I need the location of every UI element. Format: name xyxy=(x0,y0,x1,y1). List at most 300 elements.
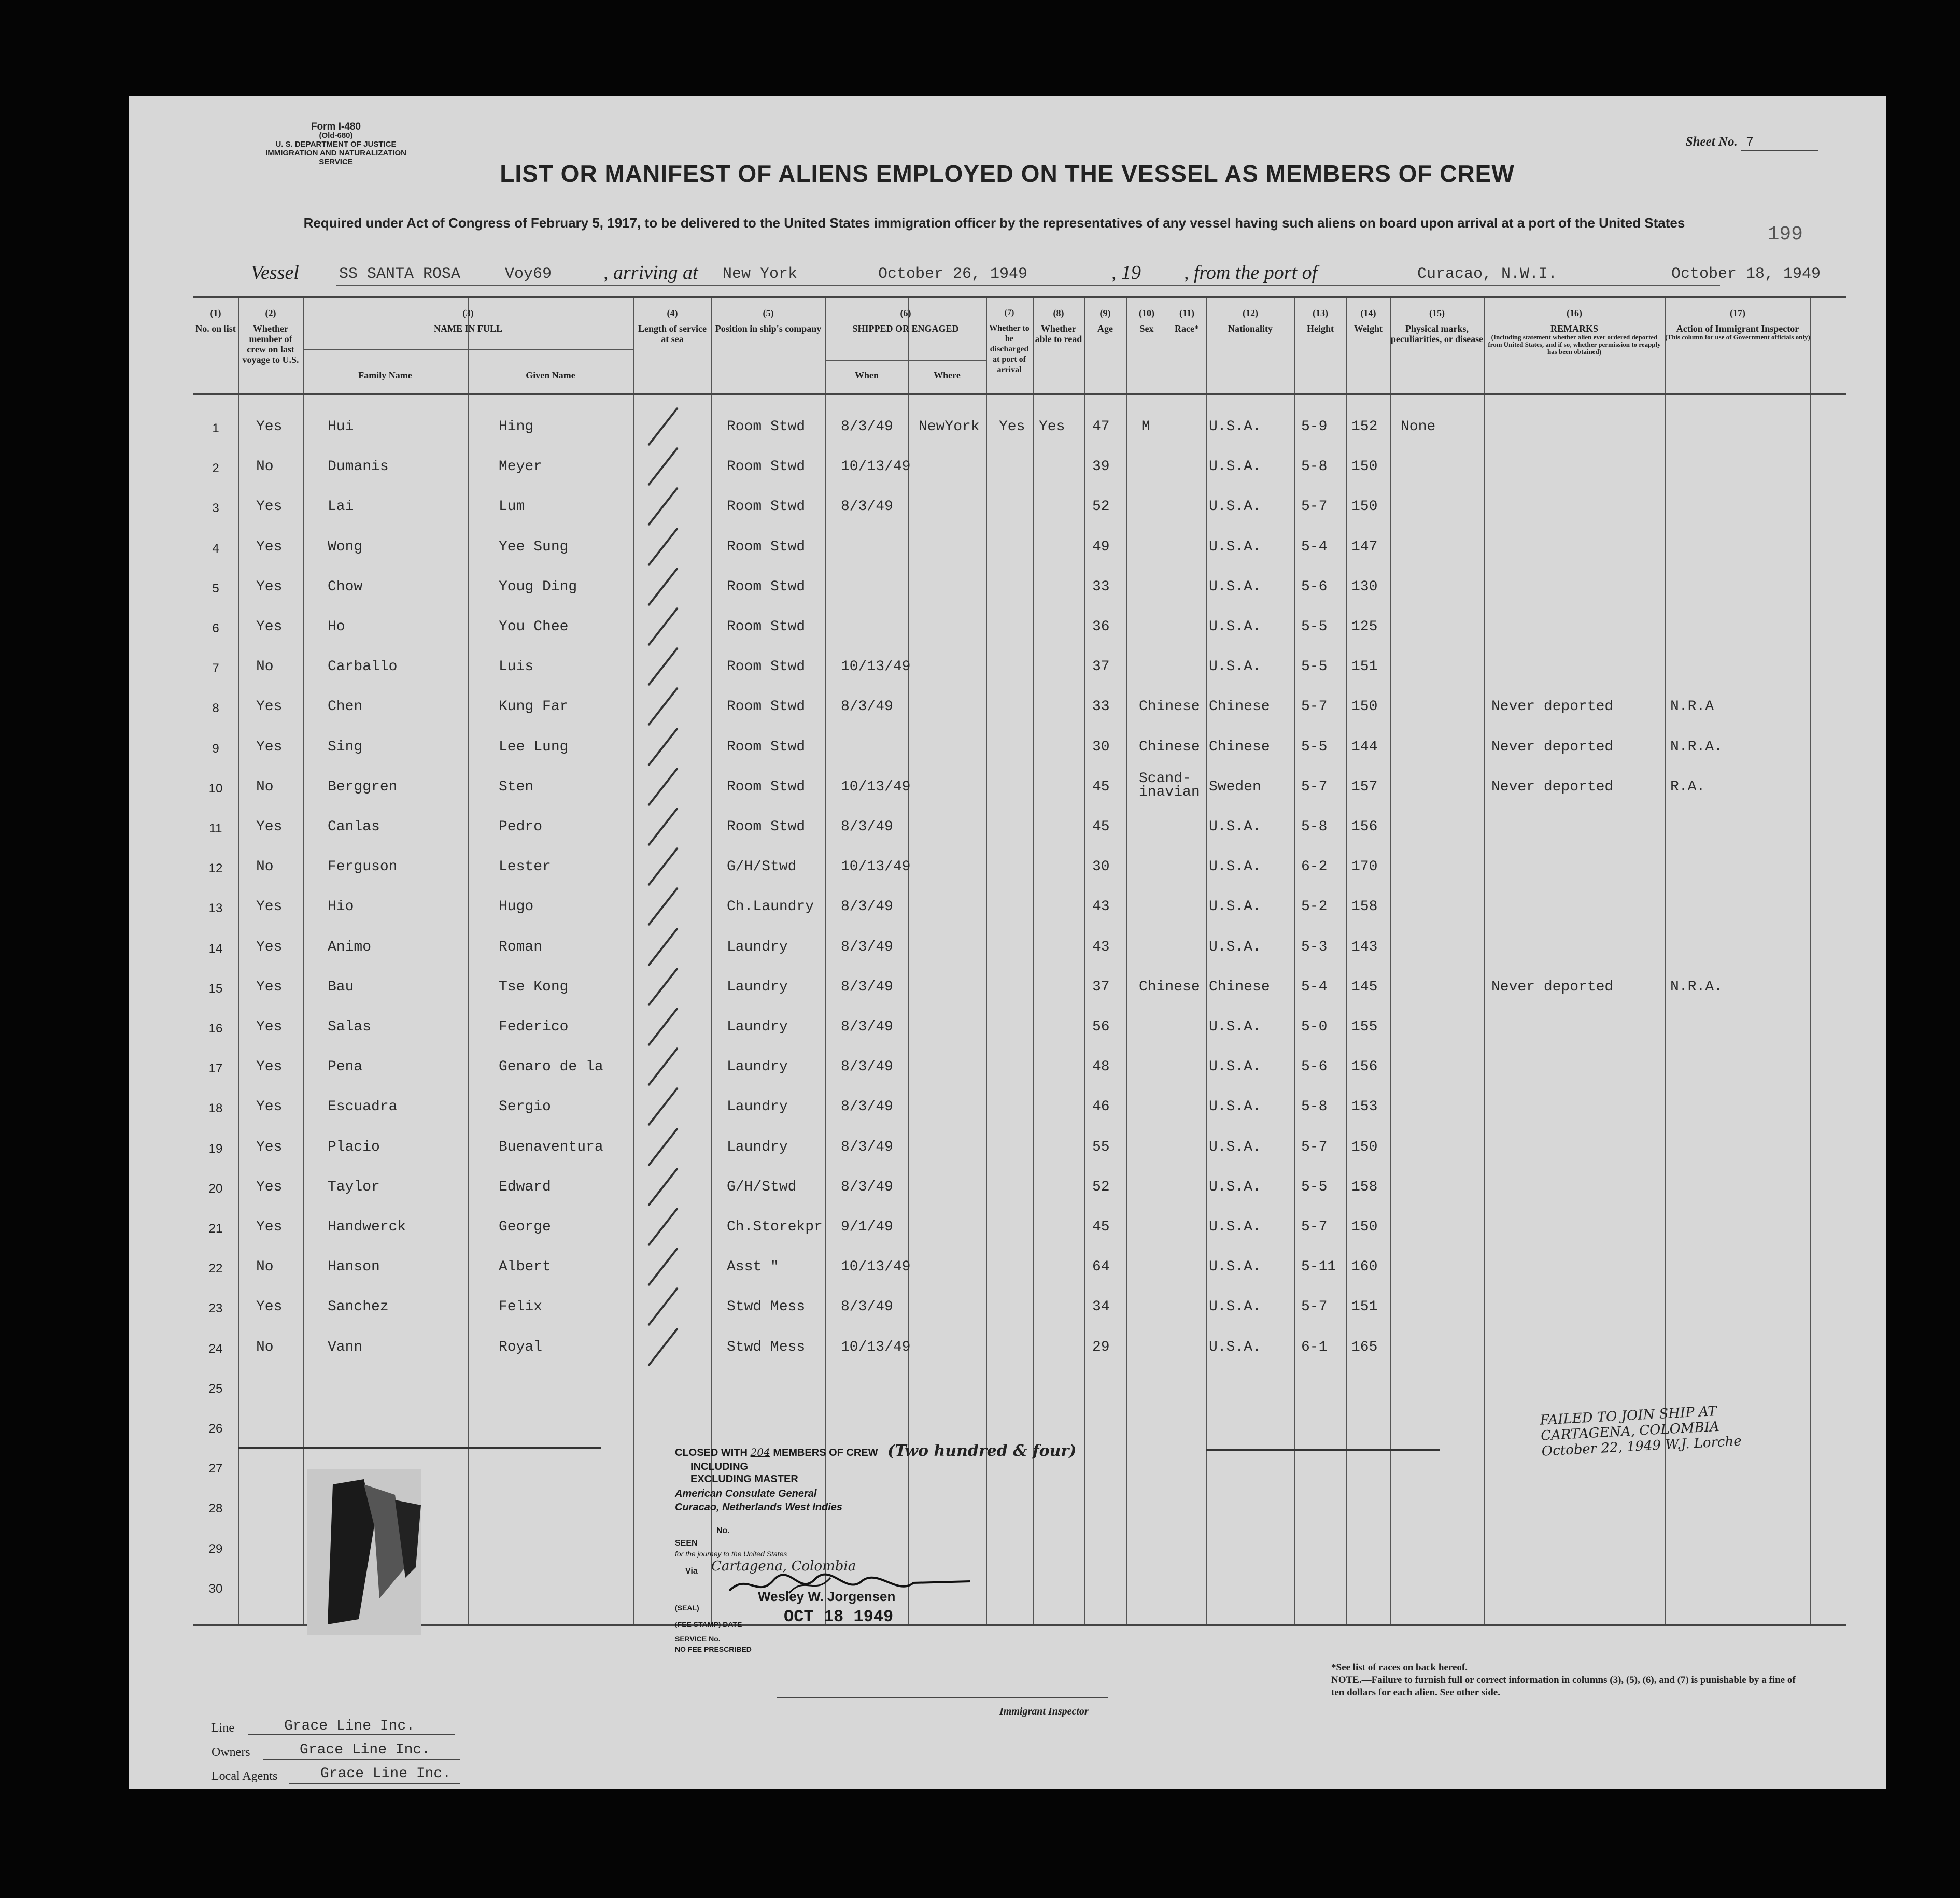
weight: 153 xyxy=(1351,1099,1378,1115)
fine-note: NOTE.—Failure to furnish full or correct information in columns (3), (5), (6), and (7) is punishable by a fine of ten dollars for each alien. See other side. xyxy=(1331,1675,1796,1698)
header-weight: (14) Weight xyxy=(1353,308,1383,334)
arriving-label: , arriving at xyxy=(603,262,698,284)
position: Room Stwd xyxy=(727,539,806,555)
sheet-value: 7 xyxy=(1741,135,1818,151)
stamp-via-label: Via xyxy=(685,1567,698,1576)
row-number: 1 xyxy=(212,421,219,435)
family-name: Animo xyxy=(328,939,372,955)
age: 37 xyxy=(1092,979,1110,995)
shipped-when: 10/13/49 xyxy=(841,1339,911,1355)
position: Laundry xyxy=(727,1059,788,1075)
service-length-mark xyxy=(647,808,679,846)
position: Room Stwd xyxy=(727,659,806,675)
weight: 170 xyxy=(1351,859,1378,875)
row-number: 7 xyxy=(212,661,219,676)
height: 5-5 xyxy=(1301,619,1328,635)
row-number: 10 xyxy=(208,781,223,796)
row-number: 16 xyxy=(208,1022,223,1036)
stamp-fee-label: (FEE STAMP) DATE xyxy=(675,1620,742,1628)
crew-last-voyage: Yes xyxy=(256,979,283,995)
name-subrule xyxy=(303,349,633,350)
nationality: U.S.A. xyxy=(1209,1019,1261,1035)
remarks: Never deported xyxy=(1491,778,1614,795)
given-name: Royal xyxy=(499,1339,543,1355)
form-number: Form I-480 xyxy=(311,121,361,132)
service-length-mark xyxy=(647,487,679,526)
age: 30 xyxy=(1092,859,1110,875)
family-name: Bau xyxy=(328,979,354,995)
age: 33 xyxy=(1092,699,1110,715)
column-divider xyxy=(303,298,304,1624)
header-length-of-service: (4) Length of service at sea xyxy=(638,308,707,344)
nationality: U.S.A. xyxy=(1209,1139,1261,1155)
age: 47 xyxy=(1092,419,1110,435)
from-port-label: , from the port of xyxy=(1184,262,1318,284)
row-number: 2 xyxy=(212,461,219,476)
family-name: Taylor xyxy=(328,1179,380,1195)
height: 5-9 xyxy=(1301,419,1328,435)
crew-last-voyage: Yes xyxy=(256,1179,283,1195)
row-number: 6 xyxy=(212,621,219,635)
position: Room Stwd xyxy=(727,499,806,515)
height: 5-7 xyxy=(1301,499,1328,515)
age: 37 xyxy=(1092,659,1110,675)
crew-last-voyage: Yes xyxy=(256,419,283,435)
position: Asst " xyxy=(727,1259,779,1276)
position: Room Stwd xyxy=(727,699,806,715)
shipped-when: 9/1/49 xyxy=(841,1219,893,1235)
given-name: Sten xyxy=(499,778,534,795)
nationality: U.S.A. xyxy=(1209,939,1261,955)
row-number: 11 xyxy=(209,821,222,835)
height: 5-7 xyxy=(1301,699,1328,715)
age: 45 xyxy=(1092,1219,1110,1235)
row-number: 4 xyxy=(212,541,219,556)
position: Laundry xyxy=(727,1139,788,1155)
race: Chinese xyxy=(1139,979,1200,995)
age: 64 xyxy=(1092,1259,1110,1276)
service-length-mark xyxy=(647,847,679,886)
signature-graphic xyxy=(727,1570,976,1604)
given-name: Lester xyxy=(499,859,551,875)
position: Room Stwd xyxy=(727,819,806,835)
given-name: Albert xyxy=(499,1259,551,1276)
races-note: *See list of races on back hereof. xyxy=(1331,1662,1468,1673)
height: 5-5 xyxy=(1301,659,1328,675)
agents-value: Grace Line Inc. xyxy=(320,1766,452,1782)
service-length-mark xyxy=(647,967,679,1006)
inspector-action: N.R.A xyxy=(1670,699,1714,715)
height: 6-2 xyxy=(1301,859,1328,875)
stamp-journey: for the journey to the United States xyxy=(675,1550,787,1558)
column-divider xyxy=(1390,298,1391,1624)
row-number: 19 xyxy=(208,1141,223,1156)
nationality: U.S.A. xyxy=(1209,899,1261,915)
departure-date: October 18, 1949 xyxy=(1671,265,1821,283)
weight: 151 xyxy=(1351,1299,1378,1315)
age: 36 xyxy=(1092,619,1110,635)
height: 5-8 xyxy=(1301,819,1328,835)
service-length-mark xyxy=(647,1208,679,1247)
inspector-action: N.R.A. xyxy=(1670,739,1723,755)
service-length-mark xyxy=(647,1248,679,1286)
header-rule xyxy=(193,393,1846,395)
crew-last-voyage: Yes xyxy=(256,1099,283,1115)
stamp-including: INCLUDING xyxy=(690,1461,749,1472)
discharged: Yes xyxy=(999,419,1025,435)
weight: 155 xyxy=(1351,1019,1378,1035)
crew-last-voyage: No xyxy=(256,659,274,675)
weight: 145 xyxy=(1351,979,1378,995)
stamp-closed-with: CLOSED WITH 204 MEMBERS OF CREW xyxy=(675,1446,878,1458)
footer-note xyxy=(1331,1662,1798,1699)
service-length-mark xyxy=(647,447,679,486)
physical-marks: None xyxy=(1401,419,1436,435)
header-where: Where xyxy=(934,370,961,380)
weight: 130 xyxy=(1351,578,1378,595)
row-number: 13 xyxy=(208,901,223,916)
age: 46 xyxy=(1092,1099,1110,1115)
shipped-when: 10/13/49 xyxy=(841,659,911,675)
header-name: (3) NAME IN FULL xyxy=(433,308,502,334)
crew-last-voyage: Yes xyxy=(256,699,283,715)
weight: 150 xyxy=(1351,1219,1378,1235)
voyage-line xyxy=(251,261,1832,282)
weight: 158 xyxy=(1351,1179,1378,1195)
header-race: (11) Race* xyxy=(1175,308,1199,334)
position: Room Stwd xyxy=(727,739,806,755)
weight: 165 xyxy=(1351,1339,1378,1355)
nationality: Chinese xyxy=(1209,699,1270,715)
service-length-mark xyxy=(647,727,679,766)
arrival-port: New York xyxy=(723,265,798,283)
shipped-when: 8/3/49 xyxy=(841,1139,893,1155)
age: 52 xyxy=(1092,499,1110,515)
shipped-where: NewYork xyxy=(919,419,980,435)
stamp-count-words: (Two hundred & four) xyxy=(887,1442,1077,1460)
family-name: Placio xyxy=(328,1139,380,1155)
age: 34 xyxy=(1092,1299,1110,1315)
attached-photo-fragment xyxy=(302,1464,426,1640)
agents-label: Local Agents xyxy=(211,1769,278,1783)
manifest-sheet xyxy=(129,96,1886,1789)
header-family-name: Family Name xyxy=(358,370,412,380)
position: Laundry xyxy=(727,1019,788,1035)
weight: 150 xyxy=(1351,699,1378,715)
position: Ch.Laundry xyxy=(727,899,814,915)
age: 49 xyxy=(1092,539,1110,555)
position: Laundry xyxy=(727,979,788,995)
given-name: Pedro xyxy=(499,819,543,835)
weight: 160 xyxy=(1351,1259,1378,1276)
given-name: Lum xyxy=(499,499,525,515)
row-number: 3 xyxy=(212,501,219,516)
owners-underline xyxy=(263,1759,460,1760)
service-length-mark xyxy=(647,607,679,646)
crew-last-voyage: Yes xyxy=(256,1019,283,1035)
crew-last-voyage: Yes xyxy=(256,819,283,835)
family-name: Ferguson xyxy=(328,859,398,875)
given-name: George xyxy=(499,1219,551,1235)
row24-handwritten-note: FAILED TO JOIN SHIP AT CARTAGENA, COLOMBIA October 22, 1949 W.J. Lorche xyxy=(1539,1403,1742,1460)
shipped-when: 8/3/49 xyxy=(841,1059,893,1075)
given-name: Felix xyxy=(499,1299,543,1315)
height: 5-7 xyxy=(1301,1299,1328,1315)
sex: M xyxy=(1141,419,1150,435)
height: 6-1 xyxy=(1301,1339,1328,1355)
service-name: IMMIGRATION AND NATURALIZATION SERVICE xyxy=(265,149,406,166)
height: 5-8 xyxy=(1301,459,1328,475)
stamp-via: Cartagena, Colombia xyxy=(711,1559,856,1574)
inspector-label: Immigrant Inspector xyxy=(999,1706,1089,1717)
age: 55 xyxy=(1092,1139,1110,1155)
nationality: U.S.A. xyxy=(1209,1099,1261,1115)
column-divider xyxy=(1206,298,1207,1624)
row-number: 15 xyxy=(208,981,223,996)
position: G/H/Stwd xyxy=(727,859,797,875)
height: 5-3 xyxy=(1301,939,1328,955)
remarks: Never deported xyxy=(1491,979,1614,995)
remarks: Never deported xyxy=(1491,739,1614,755)
column-divider xyxy=(1810,298,1811,1624)
nationality: U.S.A. xyxy=(1209,819,1261,835)
header-list-number: (1) No. on list xyxy=(195,308,236,334)
family-name: Hio xyxy=(328,899,354,915)
crew-last-voyage: Yes xyxy=(256,578,283,595)
line-value: Grace Line Inc. xyxy=(284,1718,415,1734)
service-length-mark xyxy=(647,407,679,446)
strike-through-row24 xyxy=(238,1447,601,1449)
nationality: U.S.A. xyxy=(1209,1219,1261,1235)
header-previous-voyage: (2) Whether member of crew on last voyage to U.S. xyxy=(242,308,299,365)
height: 5-0 xyxy=(1301,1019,1328,1035)
stamp-service-no: SERVICE No. xyxy=(675,1635,721,1643)
weight: 144 xyxy=(1351,739,1378,755)
shipped-when: 8/3/49 xyxy=(841,419,893,435)
shipped-subrule xyxy=(825,360,986,361)
crew-last-voyage: Yes xyxy=(256,499,283,515)
row-number: 17 xyxy=(208,1061,223,1076)
service-length-mark xyxy=(647,1047,679,1086)
row-number: 22 xyxy=(208,1262,223,1276)
crew-last-voyage: Yes xyxy=(256,899,283,915)
given-name: Yee Sung xyxy=(499,539,569,555)
line-underline xyxy=(248,1734,455,1735)
family-name: Chen xyxy=(328,699,363,715)
nationality: U.S.A. xyxy=(1209,859,1261,875)
stamp-consulate: American Consulate General xyxy=(675,1488,817,1499)
shipped-when: 8/3/49 xyxy=(841,939,893,955)
shipped-when: 10/13/49 xyxy=(841,859,911,875)
page-stamp-number: 199 xyxy=(1767,223,1803,246)
nationality: U.S.A. xyxy=(1209,1299,1261,1315)
stamp-no-fee: NO FEE PRESCRIBED xyxy=(675,1645,752,1653)
nationality: U.S.A. xyxy=(1209,619,1261,635)
given-name: Meyer xyxy=(499,459,543,475)
nationality: U.S.A. xyxy=(1209,459,1261,475)
height: 5-8 xyxy=(1301,1099,1328,1115)
weight: 147 xyxy=(1351,539,1378,555)
given-name: Luis xyxy=(499,659,534,675)
family-name: Wong xyxy=(328,539,363,555)
given-name: Sergio xyxy=(499,1099,551,1115)
header-sex: (10) Sex xyxy=(1139,308,1154,334)
weight: 125 xyxy=(1351,619,1378,635)
able-to-read: Yes xyxy=(1039,419,1065,435)
family-name: Canlas xyxy=(328,819,380,835)
height: 5-6 xyxy=(1301,578,1328,595)
row-number: 28 xyxy=(208,1502,223,1516)
race: Chinese xyxy=(1139,739,1200,755)
shipped-when: 10/13/49 xyxy=(841,1259,911,1276)
age: 33 xyxy=(1092,578,1110,595)
position: Room Stwd xyxy=(727,619,806,635)
owners-label: Owners xyxy=(211,1746,250,1759)
service-length-mark xyxy=(647,1167,679,1206)
year-label: , 19 xyxy=(1111,262,1141,284)
nationality: Chinese xyxy=(1209,739,1270,755)
height: 5-6 xyxy=(1301,1059,1328,1075)
sheet-label: Sheet No. xyxy=(1685,135,1738,149)
header-position: (5) Position in ship's company xyxy=(715,308,822,334)
age: 29 xyxy=(1092,1339,1110,1355)
stamp-seal: (SEAL) xyxy=(675,1604,699,1612)
given-name: Genaro de la xyxy=(499,1059,603,1075)
given-name: Tse Kong xyxy=(499,979,569,995)
height: 5-7 xyxy=(1301,1139,1328,1155)
shipped-when: 8/3/49 xyxy=(841,699,893,715)
column-divider xyxy=(1346,298,1347,1624)
position: Stwd Mess xyxy=(727,1299,806,1315)
stamp-no-label: No. xyxy=(716,1526,730,1535)
service-length-mark xyxy=(647,767,679,806)
family-name: Berggren xyxy=(328,778,398,795)
crew-last-voyage: Yes xyxy=(256,1059,283,1075)
header-physical-marks: (15) Physical marks, peculiarities, or disease xyxy=(1390,308,1484,344)
given-name: Roman xyxy=(499,939,543,955)
nationality: U.S.A. xyxy=(1209,499,1261,515)
inspector-signature-line xyxy=(777,1697,1108,1698)
age: 30 xyxy=(1092,739,1110,755)
row-number: 20 xyxy=(208,1181,223,1196)
given-name: Youg Ding xyxy=(499,578,577,595)
shipped-when: 8/3/49 xyxy=(841,819,893,835)
weight: 156 xyxy=(1351,819,1378,835)
row-number: 9 xyxy=(212,741,219,756)
position: Room Stwd xyxy=(727,578,806,595)
header-age: (9) Age xyxy=(1097,308,1113,334)
height: 5-7 xyxy=(1301,1219,1328,1235)
shipped-when: 8/3/49 xyxy=(841,1299,893,1315)
service-length-mark xyxy=(647,647,679,686)
header-shipped-engaged: (6) SHIPPED OR ENGAGED xyxy=(852,308,959,334)
agents-underline xyxy=(289,1783,460,1784)
page-subtitle: Required under Act of Congress of February 5, 1917, to be delivered to the United States immigration officer by the representatives of any vessel having such aliens on board upon arrival at a port of the United States xyxy=(303,215,1685,231)
shipped-when: 8/3/49 xyxy=(841,1099,893,1115)
arrival-date: October 26, 1949 xyxy=(878,265,1028,283)
nationality: Sweden xyxy=(1209,778,1261,795)
crew-last-voyage: No xyxy=(256,1339,274,1355)
department-name: U. S. DEPARTMENT OF JUSTICE xyxy=(275,140,397,149)
nationality: Chinese xyxy=(1209,979,1270,995)
voyage-number: Voy69 xyxy=(505,265,552,283)
row-number: 18 xyxy=(208,1101,223,1116)
nationality: U.S.A. xyxy=(1209,578,1261,595)
crew-last-voyage: Yes xyxy=(256,1299,283,1315)
shipped-when: 10/13/49 xyxy=(841,778,911,795)
vessel-name: SS SANTA ROSA xyxy=(339,265,461,283)
service-length-mark xyxy=(647,887,679,926)
height: 5-5 xyxy=(1301,1179,1328,1195)
row-number: 14 xyxy=(208,941,223,956)
nationality: U.S.A. xyxy=(1209,419,1261,435)
family-name: Pena xyxy=(328,1059,363,1075)
departure-port: Curacao, N.W.I. xyxy=(1417,265,1558,283)
crew-last-voyage: Yes xyxy=(256,939,283,955)
shipped-when: 8/3/49 xyxy=(841,1179,893,1195)
column-divider xyxy=(238,298,239,1624)
position: Room Stwd xyxy=(727,459,806,475)
strike-through-row24-right xyxy=(1206,1449,1440,1451)
crew-last-voyage: Yes xyxy=(256,539,283,555)
weight: 150 xyxy=(1351,459,1378,475)
shipped-when: 8/3/49 xyxy=(841,979,893,995)
age: 56 xyxy=(1092,1019,1110,1035)
consular-stamp xyxy=(675,1414,1121,1653)
row-number: 25 xyxy=(208,1381,223,1396)
crew-last-voyage: Yes xyxy=(256,1219,283,1235)
column-divider xyxy=(1484,298,1485,1624)
nationality: U.S.A. xyxy=(1209,1259,1261,1276)
position: Laundry xyxy=(727,939,788,955)
shipped-when: 8/3/49 xyxy=(841,499,893,515)
row-number: 5 xyxy=(212,581,219,596)
form-old-number: (Old-680) xyxy=(319,131,353,140)
family-name: Vann xyxy=(328,1339,363,1355)
crew-last-voyage: Yes xyxy=(256,619,283,635)
line-label: Line xyxy=(211,1721,234,1735)
stamp-seen: SEEN xyxy=(675,1539,698,1548)
row-number: 26 xyxy=(208,1422,223,1436)
position: Ch.Storekpr xyxy=(727,1219,823,1235)
family-name: Lai xyxy=(328,499,354,515)
service-length-mark xyxy=(647,927,679,966)
crew-last-voyage: Yes xyxy=(256,739,283,755)
column-divider xyxy=(1126,298,1127,1624)
position: Stwd Mess xyxy=(727,1339,806,1355)
family-name: Hanson xyxy=(328,1259,380,1276)
age: 45 xyxy=(1092,778,1110,795)
crew-table xyxy=(193,296,1846,1653)
inspector-action: R.A. xyxy=(1670,778,1705,795)
given-name: Edward xyxy=(499,1179,551,1195)
given-name: Federico xyxy=(499,1019,569,1035)
height: 5-5 xyxy=(1301,739,1328,755)
voyage-rule xyxy=(336,285,1720,286)
crew-last-voyage: No xyxy=(256,778,274,795)
weight: 152 xyxy=(1351,419,1378,435)
family-name: Dumanis xyxy=(328,459,389,475)
height: 5-2 xyxy=(1301,899,1328,915)
header-nationality: (12) Nationality xyxy=(1228,308,1273,334)
weight: 143 xyxy=(1351,939,1378,955)
weight: 158 xyxy=(1351,899,1378,915)
service-length-mark xyxy=(647,687,679,726)
weight: 157 xyxy=(1351,778,1378,795)
stamp-location: Curacao, Netherlands West Indies xyxy=(675,1502,843,1513)
given-name: Lee Lung xyxy=(499,739,569,755)
row-number: 21 xyxy=(208,1222,223,1236)
